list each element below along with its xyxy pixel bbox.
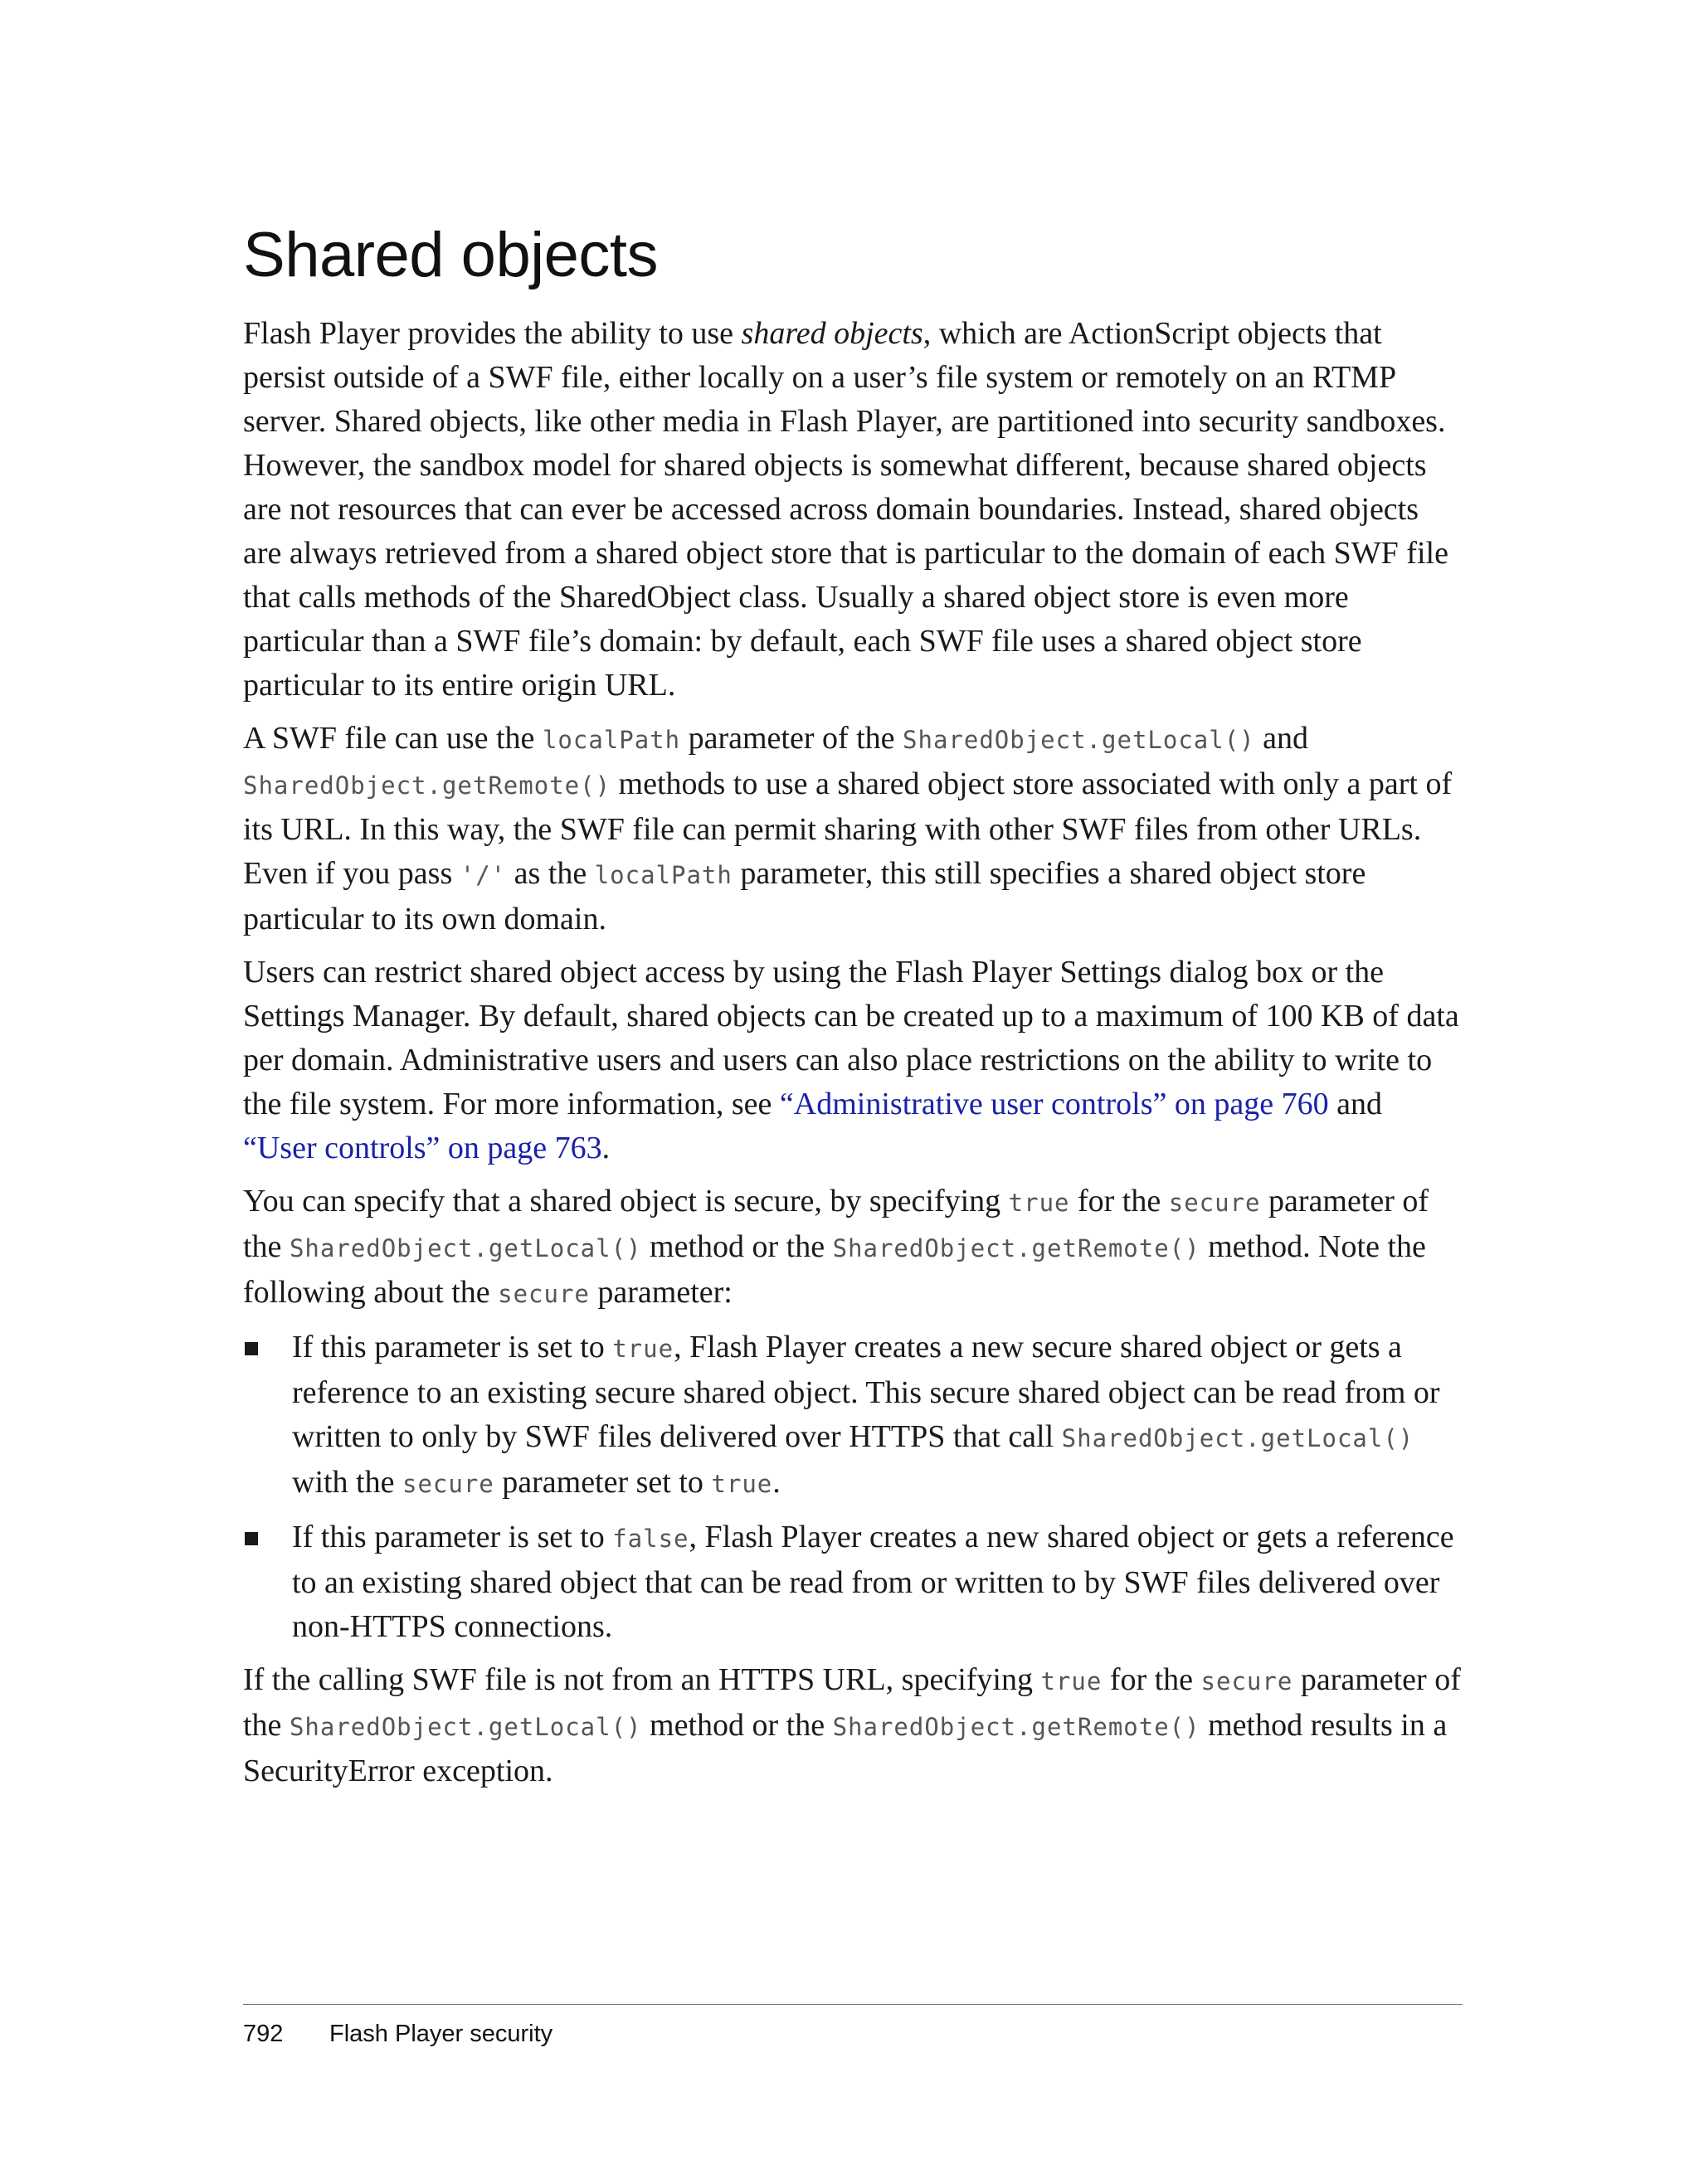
text: parameter of the [680, 721, 903, 756]
chapter-title: Flash Player security [329, 2021, 553, 2047]
text: Users can restrict shared object access by using the Flash Player Settings dialog box or the Settings Manager. By default, shared objects can be created up to a maximum of 100 KB of data per domain. Administrative users and users can also place restrictions on the ability to write to the file system. For more information, see [243, 955, 1459, 1121]
paragraph-local-path [243, 717, 1463, 941]
code-true: true [711, 1470, 773, 1498]
text: You can specify that a shared object is secure, by specifying [243, 1184, 1009, 1218]
code-true: true [1040, 1667, 1103, 1695]
emphasis-shared-objects: shared objects [741, 316, 923, 351]
text: . [601, 1131, 611, 1165]
code-slash: '/' [460, 861, 507, 889]
text: method or the [641, 1708, 833, 1743]
text: method. Note the following about the [243, 1229, 1426, 1310]
text: with the [292, 1465, 402, 1500]
link-administrative-user-controls[interactable]: “Administrative user controls” on page 760 [779, 1087, 1329, 1121]
code-secure: secure [1200, 1667, 1293, 1695]
code-localpath: localPath [542, 726, 681, 754]
text: Flash Player provides the ability to use [243, 316, 742, 351]
paragraph-user-restrictions [243, 951, 1463, 1170]
text: parameter of the [243, 1662, 1461, 1743]
link-user-controls[interactable]: “User controls” on page 763 [243, 1131, 602, 1165]
paragraph-security-error [243, 1658, 1463, 1793]
code-secure: secure [498, 1280, 590, 1308]
code-getlocal: SharedObject.getLocal() [289, 1713, 642, 1741]
bullet-list [243, 1325, 1463, 1649]
text: parameter: [589, 1275, 733, 1310]
code-getlocal: SharedObject.getLocal() [903, 726, 1255, 754]
text: parameter of the [243, 1184, 1429, 1264]
code-getremote: SharedObject.getRemote() [832, 1713, 1200, 1741]
text: as the [506, 856, 595, 891]
text: methods to use a shared object store associated with only a part of its URL. In this way, the SWF file can permit sharing with other SWF files from other URLs. Even if you pass [243, 766, 1453, 891]
square-bullet-icon [245, 1342, 258, 1355]
list-item [243, 1325, 1463, 1506]
section-title: Shared objects [243, 220, 658, 290]
text: If this parameter is set to [292, 1330, 613, 1364]
code-secure: secure [402, 1470, 494, 1498]
code-true: true [1008, 1189, 1070, 1217]
text: , Flash Player creates a new secure shared object or gets a reference to an existing secure shared object. This secure shared object can be read from or written to only by SWF files delivered over HTTPS that call [292, 1330, 1440, 1454]
page-content [243, 220, 1463, 1802]
text: . [772, 1465, 781, 1500]
code-getremote: SharedObject.getRemote() [832, 1234, 1200, 1262]
text: If the calling SWF file is not from an HTTPS URL, specifying [243, 1662, 1041, 1697]
paragraph-secure-parameter [243, 1180, 1463, 1316]
page-footer [243, 2021, 553, 2048]
code-getlocal: SharedObject.getLocal() [1061, 1424, 1414, 1452]
list-item [243, 1515, 1463, 1649]
footer-divider [243, 2004, 1463, 2005]
text: for the [1102, 1662, 1201, 1697]
text: parameter, this still specifies a shared object store particular to its own domain. [243, 856, 1366, 936]
text: parameter set to [494, 1465, 712, 1500]
text: and [1254, 721, 1308, 756]
code-getremote: SharedObject.getRemote() [243, 771, 611, 800]
text: and [1328, 1087, 1382, 1121]
text: for the [1069, 1184, 1169, 1218]
code-true: true [612, 1335, 674, 1363]
paragraph-shared-objects-intro [243, 312, 1463, 708]
square-bullet-icon [245, 1532, 258, 1545]
code-secure: secure [1168, 1189, 1261, 1217]
text: , Flash Player creates a new shared object or gets a reference to an existing shared object that can be read from or written to by SWF files delivered over non-HTTPS connections. [292, 1520, 1454, 1644]
text: method or the [641, 1229, 833, 1264]
text: , which are ActionScript objects that persist outside of a SWF file, either locally on a user’s file system or remotely on an RTMP server. Shared objects, like other media in Flash Player, are partitioned into security sandboxes. However, the sandbox model for shared objects is somewhat different, because shared objects are not resources that can ever be accessed across domain boundaries. Instead, shared objects are always retrieved from a shared object store that is particular to the domain of each SWF file that calls methods of the SharedObject class. Usually a shared object store is even more particular than a SWF file’s domain: by default, each SWF file uses a shared object store particular to its entire origin URL. [243, 316, 1448, 703]
code-getlocal: SharedObject.getLocal() [289, 1234, 642, 1262]
code-false: false [612, 1525, 689, 1553]
text: method results in a SecurityError exception. [243, 1708, 1448, 1788]
code-localpath: localPath [594, 861, 733, 889]
text: A SWF file can use the [243, 721, 543, 756]
page-number: 792 [243, 2021, 284, 2047]
text: If this parameter is set to [292, 1520, 613, 1554]
